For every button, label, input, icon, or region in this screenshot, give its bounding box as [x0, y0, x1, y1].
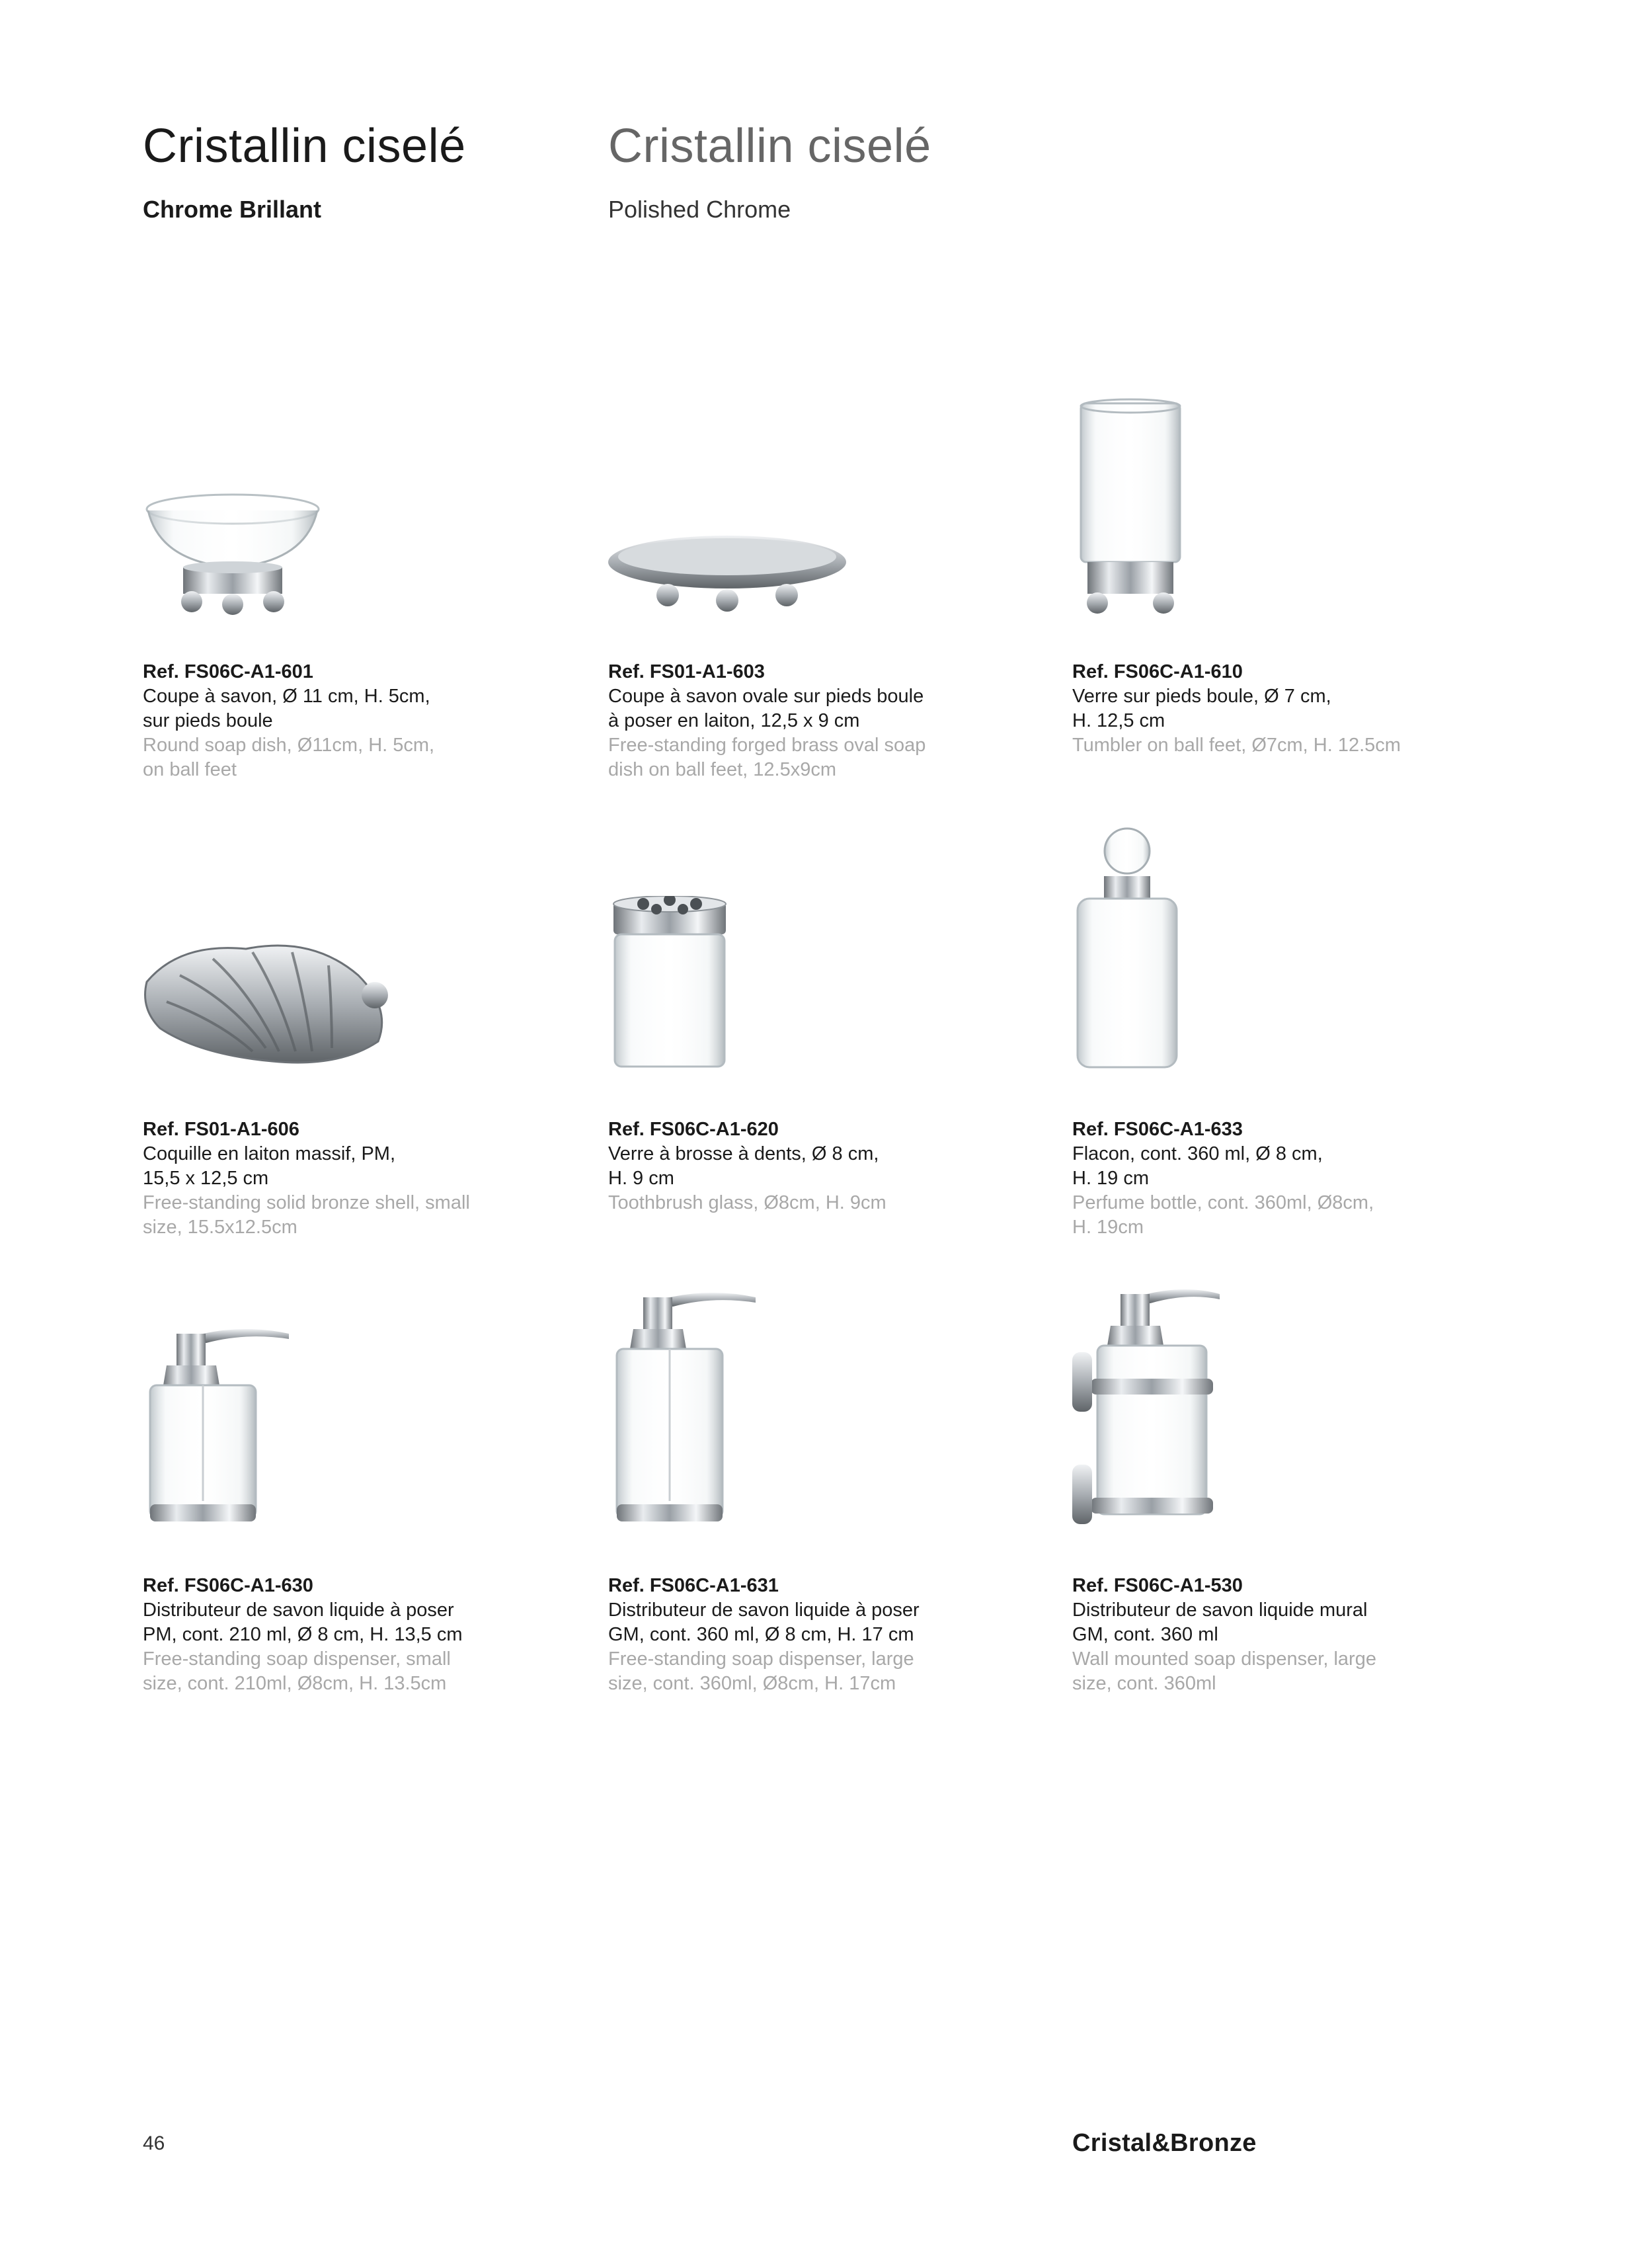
product-ref: Ref. FS06C-A1-601 [143, 661, 313, 682]
product-description-en: Round soap dish, Ø11cm, H. 5cm, on ball feet [143, 735, 435, 780]
toothbrush-glass-image [607, 896, 732, 1074]
product-ref: Ref. FS06C-A1-620 [608, 1119, 779, 1140]
product-description-en: Free-standing solid bronze shell, small size, 15.5x12.5cm [143, 1192, 470, 1238]
round-soap-dish-image [140, 489, 325, 622]
product-description-en: Tumbler on ball feet, Ø7cm, H. 12.5cm [1072, 735, 1401, 756]
product-card [1072, 1574, 1442, 1696]
soap-dispenser-large-image [607, 1283, 766, 1531]
soap-dispenser-small-image [140, 1319, 299, 1531]
product-ref: Ref. FS06C-A1-630 [143, 1575, 313, 1596]
product-ref: Ref. FS06C-A1-633 [1072, 1119, 1243, 1140]
product-description-fr: Distributeur de savon liquide à poser GM, cont. 360 ml, Ø 8 cm, H. 17 cm [608, 1600, 920, 1645]
page-title-fr: Cristallin ciselé [143, 120, 466, 173]
product-description-fr: Flacon, cont. 360 ml, Ø 8 cm, H. 19 cm [1072, 1143, 1323, 1189]
product-description-en: Toothbrush glass, Ø8cm, H. 9cm [608, 1192, 886, 1213]
page-number: 46 [143, 2132, 165, 2154]
product-description-fr: Coupe à savon, Ø 11 cm, H. 5cm, sur pieds boule [143, 686, 430, 731]
product-card [1072, 1117, 1442, 1240]
perfume-bottle-image [1068, 823, 1187, 1074]
oval-soap-dish-image [602, 529, 853, 622]
product-card [608, 660, 978, 782]
product-card [608, 1574, 978, 1696]
product-description-en: Perfume bottle, cont. 360ml, Ø8cm, H. 19cm [1072, 1192, 1374, 1238]
shell-dish-image [140, 929, 398, 1074]
product-ref: Ref. FS06C-A1-530 [1072, 1575, 1243, 1596]
product-description-fr: Coquille en laiton massif, PM, 15,5 x 12,5 cm [143, 1143, 395, 1189]
product-card [143, 660, 513, 782]
product-description-en: Free-standing soap dispenser, large size, cont. 360ml, Ø8cm, H. 17cm [608, 1648, 914, 1694]
product-description-fr: Verre à brosse à dents, Ø 8 cm, H. 9 cm [608, 1143, 879, 1189]
brand-logo: Cristal&Bronze [1072, 2129, 1257, 2157]
product-description-en: Free-standing forged brass oval soap dish on ball feet, 12.5x9cm [608, 735, 926, 780]
product-ref: Ref. FS06C-A1-631 [608, 1575, 779, 1596]
finish-label-fr: Chrome Brillant [143, 196, 322, 223]
product-card [1072, 660, 1442, 758]
wall-soap-dispenser-image [1071, 1279, 1230, 1531]
product-description-fr: Verre sur pieds boule, Ø 7 cm, H. 12,5 cm [1072, 686, 1331, 731]
product-description-fr: Coupe à savon ovale sur pieds boule à poser en laiton, 12,5 x 9 cm [608, 686, 924, 731]
page-title-en: Cristallin ciselé [608, 120, 931, 173]
product-description-fr: Distributeur de savon liquide mural GM, cont. 360 ml [1072, 1600, 1368, 1645]
tumbler-image [1068, 397, 1193, 622]
product-ref: Ref. FS01-A1-606 [143, 1119, 299, 1140]
product-ref: Ref. FS01-A1-603 [608, 661, 765, 682]
product-card [143, 1574, 513, 1696]
product-ref: Ref. FS06C-A1-610 [1072, 661, 1243, 682]
product-description-fr: Distributeur de savon liquide à poser PM, cont. 210 ml, Ø 8 cm, H. 13,5 cm [143, 1600, 463, 1645]
product-card [143, 1117, 513, 1240]
product-card [608, 1117, 978, 1215]
product-description-en: Wall mounted soap dispenser, large size, cont. 360ml [1072, 1648, 1376, 1694]
finish-label-en: Polished Chrome [608, 196, 791, 223]
product-description-en: Free-standing soap dispenser, small size, cont. 210ml, Ø8cm, H. 13.5cm [143, 1648, 451, 1694]
